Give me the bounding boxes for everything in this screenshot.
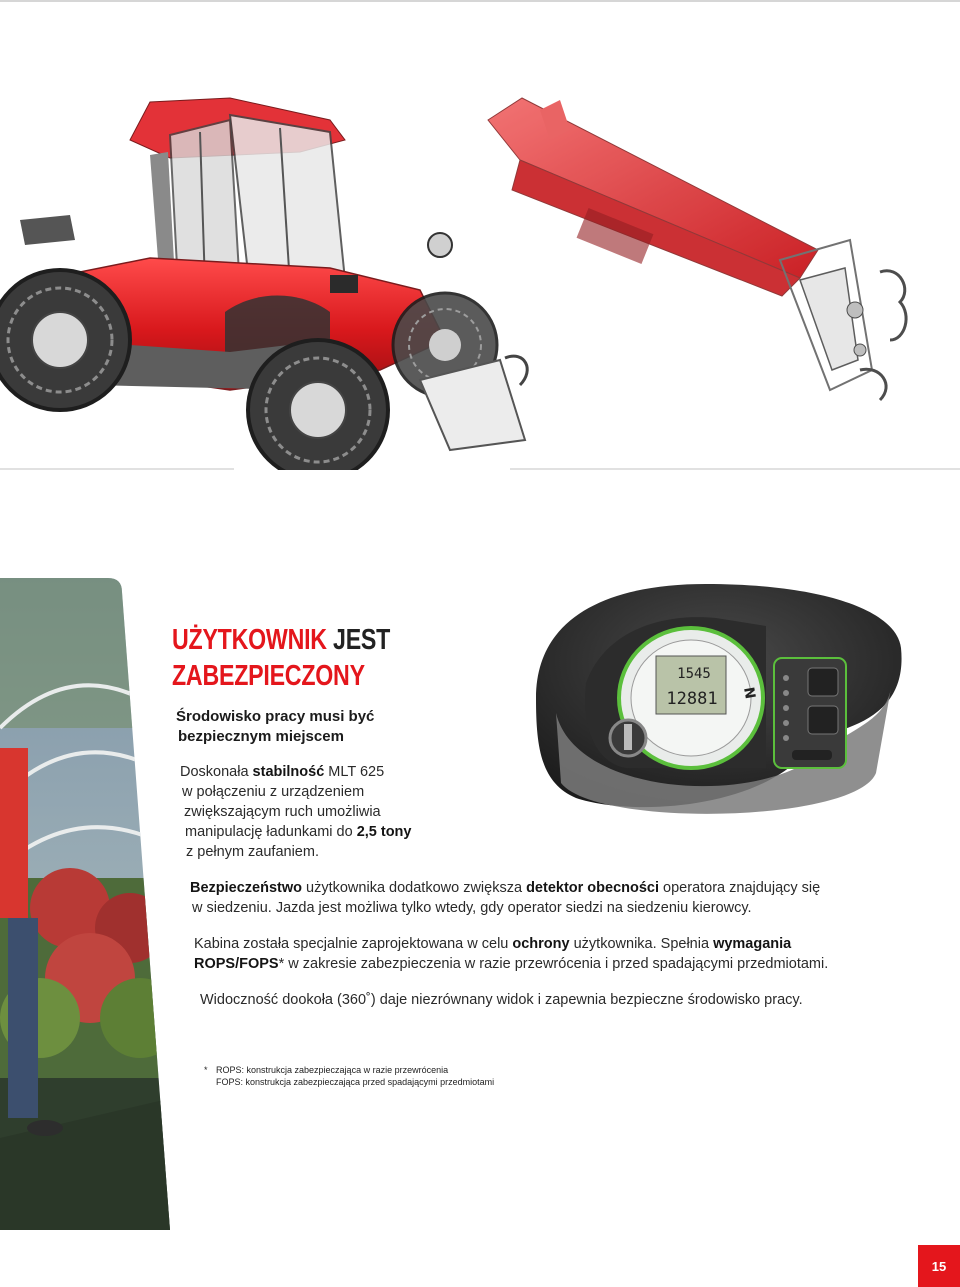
- para3-bold-protection: ochrony: [512, 936, 570, 952]
- boom-part: [488, 98, 906, 400]
- telehandler-illustration: [0, 40, 930, 470]
- greenhouse-photo: [0, 578, 172, 1230]
- dash-display-top: 1545: [677, 666, 711, 682]
- para1-line5: z pełnym zaufaniem.: [186, 844, 319, 860]
- para2-bold-detector: detektor obecności: [526, 880, 660, 896]
- title-word-red: UŻYTKOWNIK: [172, 624, 327, 656]
- top-rule: [0, 0, 960, 2]
- wheel-front: [248, 340, 388, 470]
- subtitle-line2: bezpiecznym miejscem: [178, 728, 344, 745]
- para3-bold-rops: ROPS/FOPS: [194, 956, 279, 972]
- para3-text2: użytkownika. Spełnia: [569, 936, 714, 952]
- wheel-rear: [0, 270, 130, 410]
- subtitle: [176, 707, 374, 747]
- para1-line2: w połączeniu z urządzeniem: [182, 784, 365, 800]
- paragraph-safety: [190, 878, 930, 918]
- para1-bold-load: 2,5 tony: [356, 824, 412, 840]
- dashboard-photo: [516, 578, 912, 830]
- paragraph-visibility: Widoczność dookoła (360˚) daje niezrównany widok i zapewnia bezpieczne środowisko pracy.: [200, 992, 803, 1008]
- paragraph-stability: [180, 762, 480, 862]
- footnote-mark: *: [204, 1065, 208, 1075]
- para3-text3: * w zakresie zabezpieczenia w razie przewrócenia i przed spadającymi przedmiotami.: [278, 956, 829, 972]
- dash-gear: N: [740, 685, 758, 701]
- para1-line4: manipulację ładunkami do: [185, 824, 357, 840]
- footnote-fops: FOPS: konstrukcja zabezpieczająca przed spadającymi przedmiotami: [216, 1077, 495, 1087]
- subtitle-line1: Środowisko pracy musi być: [176, 708, 375, 725]
- para1-text: Doskonała: [180, 764, 253, 780]
- page-number: 15: [918, 1245, 960, 1287]
- footnote: [204, 1064, 494, 1088]
- para1-model: MLT 625: [324, 764, 385, 780]
- footnote-rops: ROPS: konstrukcja zabezpieczająca w razie przewrócenia: [216, 1065, 449, 1075]
- para2-bold-safety: Bezpieczeństwo: [190, 880, 302, 896]
- dash-display-bottom: 12881: [666, 689, 718, 709]
- title-word-dark: JEST: [333, 624, 391, 656]
- para3-text: Kabina została specjalnie zaprojektowana w celu: [194, 936, 513, 952]
- para3-bold-requirements: wymagania: [713, 936, 792, 952]
- para1-bold-stability: stabilność: [252, 764, 325, 780]
- title-line2: ZABEZPIECZONY: [172, 660, 365, 692]
- para2-text2: operatora znajdujący się: [659, 880, 821, 896]
- para2-text: użytkownika dodatkowo zwiększa: [302, 880, 527, 896]
- para1-line3: zwiększającym ruch umożliwia: [184, 804, 381, 820]
- para2-line2: w siedzeniu. Jazda jest możliwa tylko wtedy, gdy operator siedzi na siedzeniu kierowcy.: [192, 900, 752, 916]
- machine-body: [0, 98, 527, 470]
- section-title: [172, 622, 390, 694]
- paragraph-cabin: [194, 934, 934, 974]
- divider-left: [0, 468, 234, 470]
- divider-right: [510, 468, 960, 470]
